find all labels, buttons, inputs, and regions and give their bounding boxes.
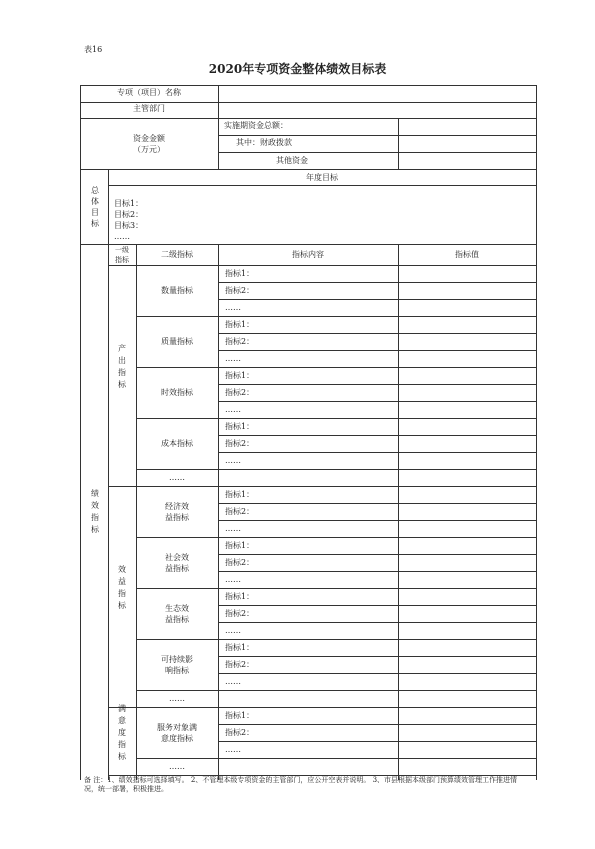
grid-line bbox=[136, 367, 536, 368]
footnote: 备 注：1、绩效指标可选择填写。 2、不管理本级专项资金的主管部门，应公开空表并说明。 3、市县根据本级部门预算绩效管理工作推进情况，统一部署，积极推进。 bbox=[84, 776, 518, 793]
indicator-item: 指标2： bbox=[225, 286, 255, 295]
fiscal-label: 其中：财政拨款 bbox=[236, 138, 292, 147]
grid-line bbox=[218, 282, 536, 283]
grid-line bbox=[80, 85, 81, 780]
grid-line bbox=[218, 401, 536, 402]
grid-line bbox=[398, 244, 399, 780]
level2-name: 社会效 bbox=[165, 552, 189, 562]
project-name-label: 专项（项目）名称 bbox=[117, 88, 181, 97]
output-indicator-label: 产 出 指 标 bbox=[118, 344, 126, 389]
grid-line bbox=[108, 169, 109, 244]
level2-name: 数量指标 bbox=[161, 285, 193, 295]
grid-line bbox=[218, 384, 536, 385]
indicator-item: 指标1： bbox=[225, 592, 255, 601]
level2-name: 意度指标 bbox=[161, 733, 193, 743]
indicator-item: 指标1： bbox=[225, 541, 255, 550]
grid-line bbox=[108, 707, 536, 708]
grid-line bbox=[80, 244, 536, 245]
indicator-item: …… bbox=[225, 405, 241, 414]
grid-line bbox=[218, 520, 536, 521]
grid-line bbox=[80, 102, 536, 103]
grid-line bbox=[218, 673, 536, 674]
grid-line bbox=[108, 244, 109, 780]
overall-target-side-label: 总 体 目 标 bbox=[91, 186, 99, 228]
grid-line bbox=[218, 333, 536, 334]
other-funds-label: 其他资金 bbox=[276, 156, 308, 165]
grid-line bbox=[136, 639, 536, 640]
indicator-item: 指标1： bbox=[225, 490, 255, 499]
grid-line bbox=[398, 118, 399, 169]
indicator-item: …… bbox=[225, 303, 241, 312]
indicator-item: 指标2： bbox=[225, 558, 255, 567]
level2-name: 益指标 bbox=[165, 614, 189, 624]
indicator-item: 指标2： bbox=[225, 728, 255, 737]
grid-line bbox=[136, 418, 536, 419]
indicator-item: …… bbox=[225, 626, 241, 635]
indicator-item: 指标1： bbox=[225, 320, 255, 329]
indicator-item: 指标2： bbox=[225, 660, 255, 669]
level2-name: 时效指标 bbox=[161, 387, 193, 397]
grid-line bbox=[218, 571, 536, 572]
indicator-item: …… bbox=[225, 745, 241, 754]
grid-line bbox=[136, 316, 536, 317]
grid-line bbox=[218, 299, 536, 300]
benefit-indicator-label: 效 益 指 标 bbox=[118, 565, 126, 610]
indicator-item: …… bbox=[225, 575, 241, 584]
satisfaction-indicator-label: 满 意 度 指 标 bbox=[118, 703, 126, 761]
indicator-item: 指标2： bbox=[225, 507, 255, 516]
indicator-item: …… bbox=[225, 524, 241, 533]
more-row-label: …… bbox=[169, 762, 185, 771]
level2-name: 响指标 bbox=[165, 665, 189, 675]
grid-line bbox=[218, 554, 536, 555]
indicator-item: 指标2： bbox=[225, 337, 255, 346]
col-content-label: 指标内容 bbox=[292, 250, 324, 259]
level2-name: 益指标 bbox=[165, 563, 189, 573]
grid-line bbox=[218, 741, 536, 742]
indicator-item: 指标2： bbox=[225, 609, 255, 618]
overall-target-item: 目标1： bbox=[114, 199, 144, 208]
grid-line bbox=[536, 85, 537, 780]
more-row-label: …… bbox=[169, 473, 185, 482]
indicator-item: …… bbox=[225, 677, 241, 686]
indicator-item: 指标2： bbox=[225, 439, 255, 448]
grid-line bbox=[218, 135, 536, 136]
grid-line bbox=[108, 486, 536, 487]
grid-line bbox=[80, 85, 536, 86]
grid-line bbox=[218, 435, 536, 436]
indicator-item: 指标1： bbox=[225, 711, 255, 720]
grid-line bbox=[218, 724, 536, 725]
performance-side-label: 绩 效 指 标 bbox=[91, 489, 99, 534]
grid-line bbox=[136, 244, 137, 780]
grid-line bbox=[136, 537, 536, 538]
page-title: 2020年专项资金整体绩效目标表 bbox=[208, 62, 387, 76]
level2-name: 生态效 bbox=[165, 603, 189, 613]
funds-unit-label: （万元） bbox=[133, 145, 165, 154]
grid-line bbox=[218, 152, 536, 153]
indicator-item: …… bbox=[225, 456, 241, 465]
col-level1-label: 指标 bbox=[115, 256, 129, 264]
level2-name: 质量指标 bbox=[161, 336, 193, 346]
level2-name: 益指标 bbox=[165, 512, 189, 522]
grid-line bbox=[218, 452, 536, 453]
more-row-label: …… bbox=[169, 694, 185, 703]
grid-line bbox=[218, 350, 536, 351]
indicator-item: 指标1： bbox=[225, 371, 255, 380]
indicator-item: 指标1： bbox=[225, 269, 255, 278]
grid-line bbox=[218, 656, 536, 657]
total-funds-label: 实施期资金总额： bbox=[224, 121, 288, 130]
indicator-item: 指标2： bbox=[225, 388, 255, 397]
grid-line bbox=[108, 185, 536, 186]
grid-line bbox=[218, 244, 219, 780]
grid-line bbox=[136, 690, 536, 691]
grid-line bbox=[136, 758, 536, 759]
grid-line bbox=[136, 588, 536, 589]
indicator-item: 指标1： bbox=[225, 643, 255, 652]
year-target-label: 年度目标 bbox=[306, 173, 338, 182]
grid-line bbox=[80, 118, 536, 119]
grid-line bbox=[218, 503, 536, 504]
col-value-label: 指标值 bbox=[455, 250, 479, 259]
level2-name: 可持续影 bbox=[161, 654, 193, 664]
dept-label: 主管部门 bbox=[133, 104, 165, 113]
overall-target-item: 目标3： bbox=[114, 221, 144, 230]
overall-target-item: 目标2： bbox=[114, 210, 144, 219]
grid-line bbox=[218, 622, 536, 623]
col-level1-label: 一级 bbox=[115, 246, 129, 254]
level2-name: 成本指标 bbox=[161, 438, 193, 448]
table-number: 表16 bbox=[84, 45, 103, 54]
grid-line bbox=[218, 85, 219, 169]
grid-line bbox=[218, 605, 536, 606]
indicator-item: …… bbox=[225, 354, 241, 363]
col-level2-label: 二级指标 bbox=[161, 250, 193, 259]
grid-line bbox=[136, 469, 536, 470]
grid-line bbox=[80, 169, 536, 170]
grid-line bbox=[108, 265, 536, 266]
level2-name: 经济效 bbox=[165, 501, 189, 511]
overall-target-item: …… bbox=[114, 232, 130, 241]
level2-name: 服务对象满 bbox=[157, 722, 197, 732]
indicator-item: 指标1： bbox=[225, 422, 255, 431]
funds-label: 资金金额 bbox=[133, 134, 165, 143]
